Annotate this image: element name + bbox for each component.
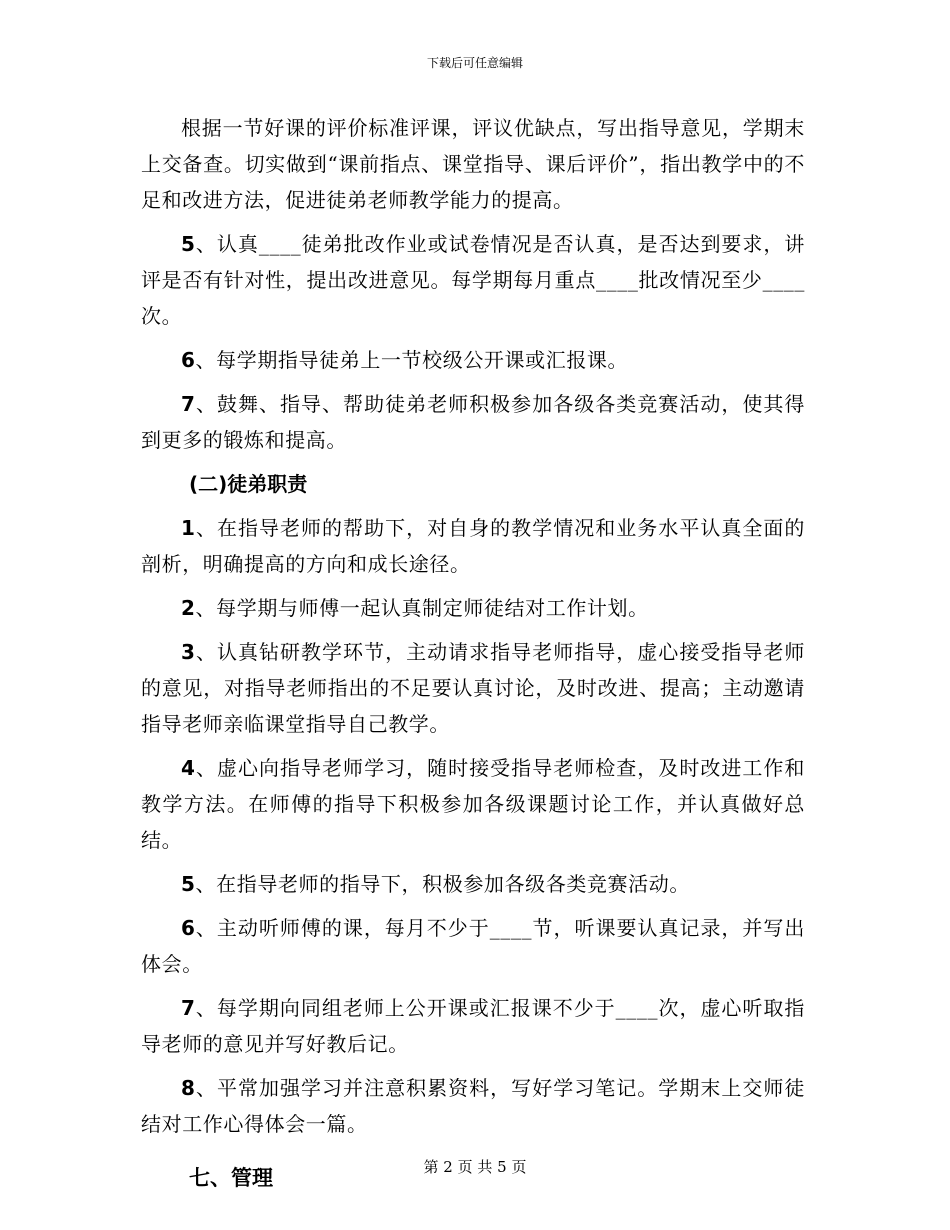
- mentor-duty-item-5: [141, 226, 805, 334]
- item-text: 、主动听师傅的课，每月不少于____节，听课要认真记录，并写出体会。: [141, 916, 805, 976]
- item-text: 、鼓舞、指导、帮助徒弟老师积极参加各级各类竞赛活动，使其得到更多的锻炼和提高。: [141, 392, 805, 452]
- page-number-footer: 第 2 页 共 5 页: [423, 1158, 527, 1176]
- item-number: 4: [181, 756, 196, 780]
- document-body: [141, 110, 805, 1204]
- item-number: 5: [181, 872, 196, 896]
- item-number: 3: [181, 640, 196, 664]
- page-header-note: 下载后可任意编辑: [426, 56, 523, 70]
- apprentice-duty-item-6: [141, 910, 805, 982]
- item-number: 7: [181, 996, 196, 1020]
- apprentice-duty-item-1: [141, 510, 805, 582]
- item-text: 、认真____徒弟批改作业或试卷情况是否认真，是否达到要求，讲评是否有针对性，提出改进意见。每学期每月重点____批改情况至少____次。: [141, 232, 805, 328]
- apprentice-duties-heading: (二)徒弟职责: [189, 472, 308, 496]
- item-text: 、在指导老师的帮助下，对自身的教学情况和业务水平认真全面的剖析，明确提高的方向和成长途径。: [141, 516, 805, 576]
- apprentice-duty-item-3: [141, 634, 805, 742]
- item-number: 6: [181, 348, 196, 372]
- apprentice-duty-item-2: [141, 590, 805, 626]
- mentor-duty-item-6: [141, 342, 805, 378]
- item-text: 、平常加强学习并注意积累资料，写好学习笔记。学期末上交师徒结对工作心得体会一篇。: [141, 1076, 805, 1136]
- apprentice-duty-item-4: [141, 750, 805, 858]
- apprentice-duty-item-7: [141, 990, 805, 1062]
- item-number: 1: [181, 516, 196, 540]
- item-number: 5: [181, 232, 196, 256]
- item-text: 、虚心向指导老师学习，随时接受指导老师检查，及时改进工作和教学方法。在师傅的指导下积极参加各级课题讨论工作，并认真做好总结。: [141, 756, 805, 852]
- mentor-duty-item-7: [141, 386, 805, 458]
- item-number: 6: [181, 916, 196, 940]
- mentor-intro-paragraph: 根据一节好课的评价标准评课，评议优缺点，写出指导意见，学期末上交备查。切实做到“课前指点、课堂指导、课后评价”，指出教学中的不足和改进方法，促进徒弟老师教学能力的提高。: [141, 116, 805, 212]
- item-number: 2: [181, 596, 196, 620]
- item-number: 7: [181, 392, 196, 416]
- item-text: 、每学期指导徒弟上一节校级公开课或汇报课。: [195, 348, 629, 372]
- item-text: 、每学期与师傅一起认真制定师徒结对工作计划。: [195, 596, 649, 620]
- apprentice-duty-item-8: [141, 1070, 805, 1142]
- item-text: 、认真钻研教学环节，主动请求指导老师指导，虚心接受指导老师的意见，对指导老师指出的不足要认真讨论，及时改进、提高；主动邀请指导老师亲临课堂指导自己教学。: [141, 640, 805, 736]
- item-number: 8: [181, 1076, 196, 1100]
- item-text: 、每学期向同组老师上公开课或汇报课不少于____次，虚心听取指导老师的意见并写好教后记。: [141, 996, 805, 1056]
- apprentice-duty-item-5: [141, 866, 805, 902]
- management-section-heading: 七、管理: [189, 1165, 273, 1190]
- item-text: 、在指导老师的指导下，积极参加各级各类竞赛活动。: [195, 872, 690, 896]
